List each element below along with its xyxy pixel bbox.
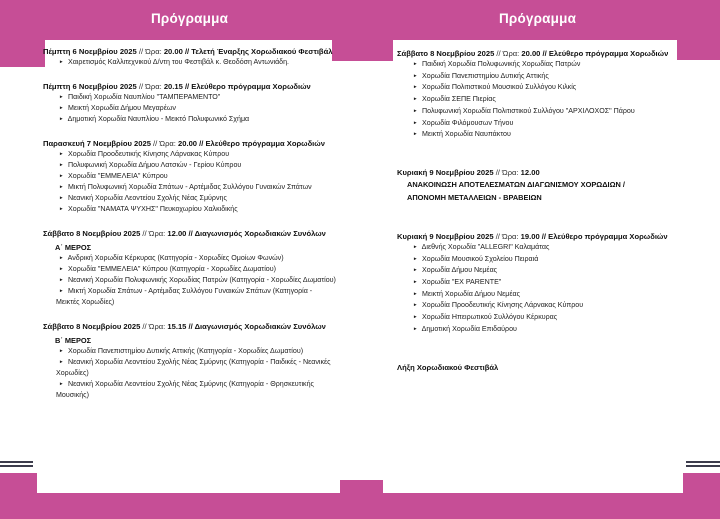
program-item: ► Μικτή Χορωδία Σπάτων - Αρτέμιδας Συλλόγου Γυναικών Σπάτων (Κατηγορία - Μεικτές Χορωδίες): [56, 287, 313, 306]
program-item: ► Χορωδία Προοδευτικής Κίνησης Λάρνακας Κύπρου: [413, 301, 584, 310]
program-section: [397, 167, 680, 205]
program-section: [43, 228, 336, 308]
closing-line: Λήξη Χορωδιακού Φεστιβάλ: [397, 362, 499, 372]
triangle-bullet-icon: ►: [413, 325, 418, 331]
section-heading: Πέμπτη 6 Νοεμβρίου 2025 // Ώρα: 20.00 // Τελετή Έναρξης Χορωδιακού Φεστιβάλ: [43, 47, 333, 56]
program-item: ► Μεικτή Χορωδία Ναυπάκτου: [413, 130, 511, 139]
program-section: [397, 231, 680, 336]
triangle-bullet-icon: ►: [413, 314, 418, 320]
program-item: ► Χορωδία Πανεπιστημίου Δυτικής Αττικής: [413, 71, 549, 80]
footer-tab-left: [0, 473, 37, 519]
program-item: ► Διεθνής Χορωδία "ALLEGRI" Καλαμάτας: [413, 242, 550, 251]
program-item: ► Χαιρετισμός Καλλιτεχνικού Δ/ντη του Φεστιβάλ κ. Θεοδόση Αντωνιάδη.: [59, 58, 290, 66]
section-part-label: Α΄ ΜΕΡΟΣ: [55, 243, 92, 252]
announcement-line: ΑΝΑΚΟΙΝΩΣΗ ΑΠΟΤΕΛΕΣΜΑΤΩΝ ΔΙΑΓΩΝΙΣΜΟΥ ΧΟΡΩΔΙΩΝ /: [407, 179, 625, 189]
triangle-bullet-icon: ►: [413, 131, 418, 137]
triangle-bullet-icon: ►: [413, 243, 418, 249]
triangle-bullet-icon: ►: [59, 94, 64, 99]
program-item: ► Χορωδία "EX PARENTE": [413, 278, 502, 287]
section-heading: Παρασκευή 7 Νοεμβρίου 2025 // Ώρα: 20.00 // Ελεύθερο πρόγραμμα Χορωδιών: [43, 139, 325, 148]
triangle-bullet-icon: ►: [59, 255, 64, 260]
program-item: ► Παιδική Χορωδία Ναυπλίου "ΤΑΜΠΕΡΑΜΕΝΤΟ": [59, 93, 221, 101]
program-item: ► Νεανική Χορωδία Λεοντείου Σχολής Νέας Σμύρνης (Κατηγορία - Θρησκευτικής Μουσικής): [56, 380, 314, 399]
program-item: ► Νεανική Χορωδία Λεοντείου Σχολής Νέας Σμύρνης (Κατηγορία - Παιδικές - Νεανικές Χορωδίες): [56, 358, 331, 377]
triangle-bullet-icon: ►: [59, 116, 64, 121]
program-item: ► Νεανική Χορωδία Πολυφωνικής Χορωδίας Πατρών (Κατηγορία - Χορωδίες Δωματίου): [59, 276, 336, 284]
decorative-rule: [0, 465, 33, 467]
left-page-content: [43, 46, 336, 414]
section-heading: Πέμπτη 6 Νοεμβρίου 2025 // Ώρα: 20.15 // Ελεύθερο πρόγραμμα Χορωδιών: [43, 82, 311, 91]
program-item: ► Πολυφωνική Χορωδία Δήμου Λατσιών - Γερίου Κύπρου: [59, 161, 242, 169]
triangle-bullet-icon: ►: [413, 255, 418, 261]
triangle-bullet-icon: ►: [413, 96, 418, 102]
header-tab-gutter: [332, 0, 393, 61]
section-heading: Σάββατο 8 Νοεμβρίου 2025 // Ώρα: 12.00 // Διαγωνισμός Χορωδιακών Συνόλων: [43, 229, 326, 238]
program-item: ► Χορωδία Φιλόμουσων Τήνου: [413, 118, 514, 127]
program-section: [43, 321, 336, 401]
program-item: ► Μικτή Πολυφωνική Χορωδία Σπάτων - Αρτέμιδας Συλλόγου Γυναικών Σπάτων: [59, 183, 312, 191]
decorative-rule: [686, 461, 720, 463]
triangle-bullet-icon: ►: [59, 288, 64, 293]
section-heading: Σάββατο 8 Νοεμβρίου 2025 // Ώρα: 20.00 // Ελεύθερο πρόγραμμα Χορωδιών: [397, 49, 669, 58]
program-item: ► Χορωδία Πανεπιστημίου Δυτικής Αττικής (Κατηγορία - Χορωδίες Δωματίου): [59, 347, 304, 355]
section-heading: Κυριακή 9 Νοεμβρίου 2025 // Ώρα: 19.00 // Ελεύθερο πρόγραμμα Χορωδιών: [397, 231, 668, 241]
page-title-right: Πρόγραμμα: [498, 11, 577, 26]
program-section: [397, 48, 680, 141]
header-tab-right: [677, 0, 720, 60]
triangle-bullet-icon: ►: [59, 151, 64, 156]
program-item: ► Χορωδία Μουσικού Σχολείου Πειραιά: [413, 254, 539, 263]
triangle-bullet-icon: ►: [59, 173, 64, 178]
program-item: ► Νεανική Χορωδία Λεοντείου Σχολής Νέας Σμύρνης: [59, 194, 227, 202]
program-item: ► Δημοτική Χορωδία Ναυπλίου - Μεικτό Πολυφωνικό Σχήμα: [59, 115, 250, 123]
program-item: ► Ανδρική Χορωδία Κέρκυρας (Κατηγορία - Χορωδίες Ομοίων Φωνών): [59, 254, 284, 262]
program-section: [43, 138, 336, 215]
announcement-line: ΑΠΟΝΟΜΗ ΜΕΤΑΛΛΕΙΩΝ - ΒΡΑΒΕΙΩΝ: [407, 193, 542, 203]
triangle-bullet-icon: ►: [59, 162, 64, 167]
triangle-bullet-icon: ►: [59, 359, 64, 364]
program-item: ► Μεικτή Χορωδία Δήμου Νεμέας: [413, 289, 521, 298]
triangle-bullet-icon: ►: [413, 279, 418, 285]
program-item: ► Χορωδία Προοδευτικής Κίνησης Λάρνακας Κύπρου: [59, 150, 230, 158]
triangle-bullet-icon: ►: [413, 72, 418, 78]
section-part-label: Β΄ ΜΕΡΟΣ: [55, 336, 92, 345]
footer-tab-gutter: [340, 480, 383, 519]
triangle-bullet-icon: ►: [413, 107, 418, 113]
triangle-bullet-icon: ►: [413, 290, 418, 296]
triangle-bullet-icon: ►: [59, 277, 64, 282]
program-item: ► Χορωδία "ΕΜΜΕΛΕΙΑ" Κύπρου: [59, 172, 168, 180]
page-title-left: Πρόγραμμα: [150, 11, 229, 26]
program-item: ► Δημοτική Χορωδία Επιδαύρου: [413, 324, 517, 333]
section-heading: Σάββατο 8 Νοεμβρίου 2025 // Ώρα: 15.15 // Διαγωνισμός Χορωδιακών Συνόλων: [43, 322, 326, 331]
triangle-bullet-icon: ►: [59, 195, 64, 200]
triangle-bullet-icon: ►: [59, 105, 64, 110]
program-item: ► Χορωδία "ΝΑΜΑΤΑ ΨΥΧΗΣ" Πευκοχωρίου Χαλκιδικής: [59, 205, 238, 213]
triangle-bullet-icon: ►: [59, 206, 64, 211]
right-page-content: [397, 48, 680, 373]
triangle-bullet-icon: ►: [413, 302, 418, 308]
program-item: ► Πολυφωνική Χορωδία Πολιτιστικού Συλλόγου "ΑΡΧΙΛΟΧΟΣ" Πάρου: [413, 106, 635, 115]
triangle-bullet-icon: ►: [413, 267, 418, 273]
triangle-bullet-icon: ►: [59, 381, 64, 386]
decorative-rule: [0, 461, 33, 463]
triangle-bullet-icon: ►: [413, 84, 418, 90]
program-item: ► Μεικτή Χορωδία Δήμου Μεγαρέων: [59, 104, 176, 112]
footer-tab-right: [683, 473, 720, 519]
program-section: [43, 81, 336, 125]
triangle-bullet-icon: ►: [59, 266, 64, 271]
program-item: ► Χορωδία Δήμου Νεμέας: [413, 266, 498, 275]
triangle-bullet-icon: ►: [413, 61, 418, 66]
program-item: ► Χορωδία "ΕΜΜΕΛΕΙΑ" Κύπρου (Κατηγορία - Χορωδίες Δωματίου): [59, 265, 276, 273]
section-heading: Κυριακή 9 Νοεμβρίου 2025 // Ώρα: 12.00: [397, 167, 540, 177]
triangle-bullet-icon: ►: [59, 59, 64, 64]
triangle-bullet-icon: ►: [413, 119, 418, 125]
triangle-bullet-icon: ►: [59, 348, 64, 353]
triangle-bullet-icon: ►: [59, 184, 64, 189]
program-item: ► Χορωδία ΣΕΠΕ Πιερίας: [413, 95, 496, 104]
header-tab-left: [0, 0, 45, 67]
program-item: ► Χορωδία Πολιτιστικού Μουσικού Συλλόγου Κιλκίς: [413, 83, 577, 92]
program-section: [43, 46, 336, 68]
program-item: ► Χορωδία Ηπειρωτικού Συλλόγου Κέρκυρας: [413, 313, 558, 322]
program-item: ► Παιδική Χορωδία Πολυφωνικής Χορωδίας Πατρών: [413, 60, 581, 68]
decorative-rule: [686, 465, 720, 467]
